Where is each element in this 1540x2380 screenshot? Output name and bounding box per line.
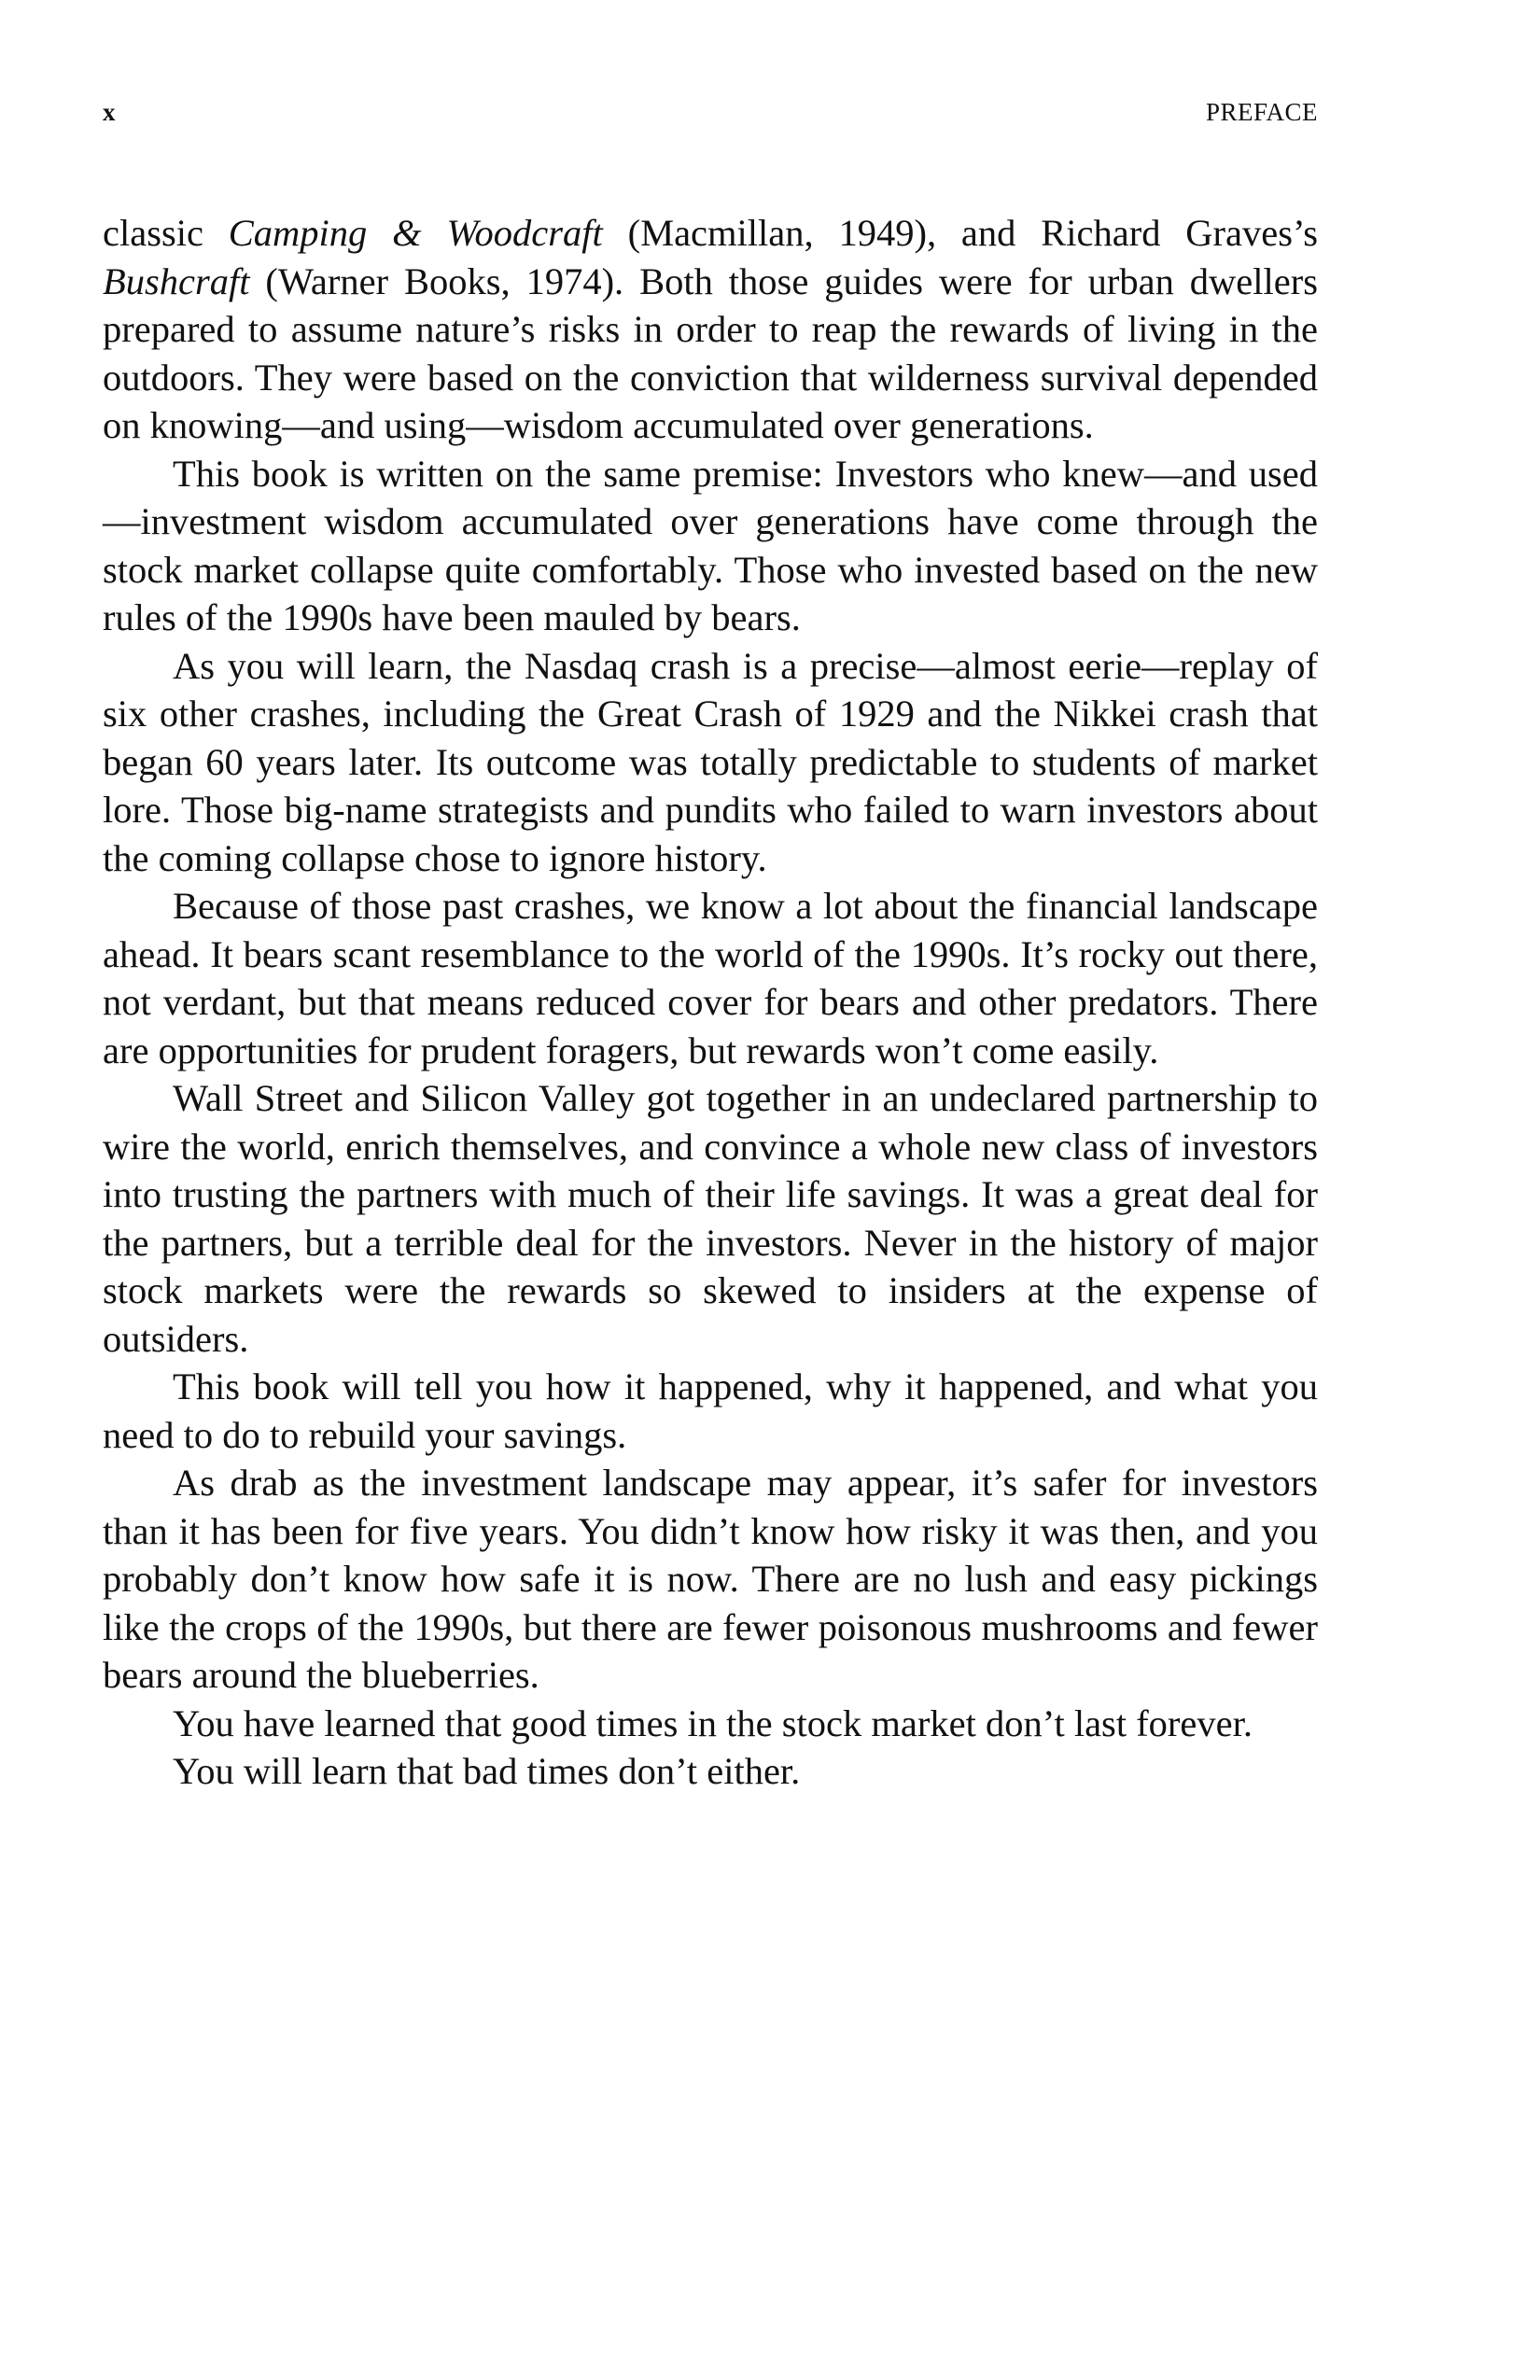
text-run: As drab as the investment landscape may appear, it’s safer for investors than it has been for five years. You didn’t know how risky it was then, and you probably don’t know how safe it is now. There are no lush and easy pickings like the crops of the 1990s, but there are fewer poisonous mushrooms and fewer bears around the blueberries. bbox=[103, 1462, 1318, 1696]
body-text bbox=[103, 209, 1318, 1796]
text-run: Wall Street and Silicon Valley got together in an undeclared partnership to wire the world, enrich themselves, and convince a whole new class of investors into trusting the partners with much of their life savings. It was a great deal for the partners, but a terrible deal for the investors. Never in the history of major stock markets were the rewards so skewed to insiders at the expense of outsiders. bbox=[103, 1077, 1318, 1360]
italic-title: Camping & Woodcraft bbox=[228, 212, 603, 254]
text-run: This book will tell you how it happened, why it happened, and what you need to do to rebuild your savings. bbox=[103, 1365, 1318, 1456]
text-run: (Warner Books, 1974). Both those guides were for urban dwellers prepared to assume nature’s risks in order to reap the rewards of living in the outdoors. They were based on the conviction that wilderness survival depended on knowing—and using—wisdom accumulated over generations. bbox=[103, 259, 1318, 446]
running-head-title: PREFACE bbox=[1205, 98, 1318, 126]
paragraph bbox=[103, 642, 1318, 883]
text-run: This book is written on the same premise: Investors who knew—and used—investment wisdom accumulated over generations have come through the stock market collapse quite comfortably. Those who invested based on the new rules of the 1990s have been mauled by bears. bbox=[103, 452, 1318, 638]
paragraph bbox=[103, 1459, 1318, 1700]
text-run: Because of those past crashes, we know a lot about the financial landscape ahead. It bears scant resemblance to the world of the 1990s. It’s rocky out there, not verdant, but that means reduced cover for bears and other predators. There are opportunities for prudent foragers, but rewards won’t come easily. bbox=[103, 885, 1318, 1071]
page-number: x bbox=[103, 98, 116, 126]
text-run: You have learned that good times in the stock market don’t last forever. bbox=[173, 1701, 1253, 1744]
paragraph bbox=[103, 450, 1318, 642]
paragraph bbox=[103, 1700, 1318, 1748]
running-head bbox=[103, 93, 1318, 131]
paragraph bbox=[103, 1074, 1318, 1363]
paragraph bbox=[103, 1747, 1318, 1796]
text-run: classic bbox=[103, 212, 229, 254]
paragraph bbox=[103, 882, 1318, 1074]
text-run: You will learn that bad times don’t either. bbox=[173, 1750, 801, 1792]
paragraph bbox=[103, 1363, 1318, 1459]
italic-title: Bushcraft bbox=[103, 259, 250, 302]
text-run: (Macmillan, 1949), and Richard Graves’s bbox=[602, 212, 1318, 254]
text-run: As you will learn, the Nasdaq crash is a precise—almost eerie—replay of six other crashes, including the Great Crash of 1929 and the Nikkei crash that began 60 years later. Its outcome was totally predictable to students of market lore. Those big-name strategists and pundits who failed to warn investors about the coming collapse chose to ignore history. bbox=[103, 644, 1318, 879]
paragraph bbox=[103, 209, 1318, 450]
